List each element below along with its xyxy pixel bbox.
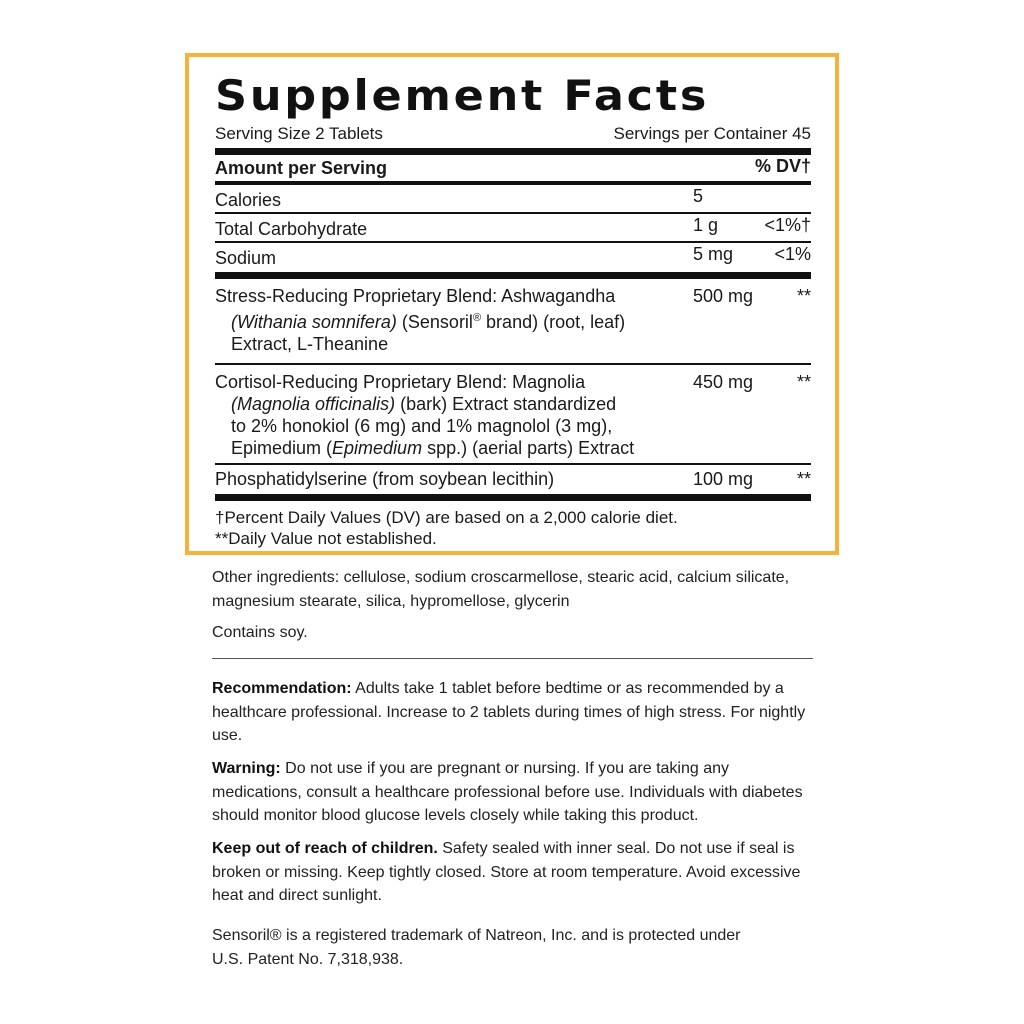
blend-text: spp.) (aerial parts) Extract — [422, 438, 635, 458]
recommendation-text: Adults take 1 tablet before bedtime or as recommended by a healthcare professional. Increase to 2 tablets during times of high stress. For nightly use. — [212, 680, 806, 744]
facts-title: Supplement Facts — [215, 71, 710, 120]
blend-dv: ** — [796, 286, 811, 306]
blend-line: Stress-Reducing Proprietary Blend: Ashwagandha — [215, 286, 616, 306]
blend-dv: ** — [796, 372, 811, 392]
other-ingredients: Other ingredients: cellulose, sodium croscarmellose, stearic acid, calcium silicate, magnesium stearate, silica, hypromellose, glycerin — [212, 569, 790, 610]
dv-footnote: †Percent Daily Values (DV) are based on a 2,000 calorie diet. — [215, 508, 678, 527]
blend-line — [215, 307, 655, 333]
blend-line: to 2% honokiol (6 mg) and 1% magnolol (3 mg), — [231, 416, 613, 436]
warning-text: Do not use if you are pregnant or nursing. If you are taking any medications, consult a healthcare professional before use. Individuals with diabetes should monitor blood glucose levels closely while taking this product. — [212, 760, 803, 824]
dv-not-established-footnote: **Daily Value not established. — [215, 529, 437, 548]
nutrient-amount: 1 g — [693, 215, 719, 235]
keep-out-label: Keep out of reach of children. — [212, 840, 438, 857]
trademark-notice: Sensoril® is a registered trademark of Natreon, Inc. and is protected under U.S. Patent No. 7,318,938. — [212, 927, 741, 968]
supplement-facts-panel — [185, 53, 839, 555]
recommendation-paragraph — [212, 677, 814, 748]
blend-text: Epimedium ( — [231, 438, 333, 458]
nutrient-row-carbohydrate — [215, 214, 811, 241]
section-divider — [212, 658, 813, 659]
divider-thick — [215, 494, 811, 501]
blend-line: Extract, L-Theanine — [231, 334, 389, 354]
blend-row-phosphatidylserine — [215, 465, 811, 492]
blend-name — [215, 371, 665, 459]
blend-text: brand) (root, leaf) — [481, 312, 626, 332]
registered-mark: ® — [472, 312, 482, 324]
facts-inner — [215, 71, 811, 549]
nutrient-dv: <1%† — [764, 215, 811, 235]
blend-line — [215, 393, 665, 415]
amount-header-row — [215, 155, 811, 181]
amount-header: Amount per Serving — [215, 158, 388, 178]
serving-size: Serving Size 2 Tablets — [215, 124, 383, 143]
keep-out-paragraph — [212, 837, 814, 908]
nutrient-amount: 5 mg — [693, 244, 734, 264]
nutrient-row-sodium — [215, 243, 811, 270]
blend-name — [215, 285, 655, 355]
blend-amount: 500 mg — [693, 286, 754, 306]
botanical-name: (Magnolia officinalis) — [231, 394, 396, 414]
serving-info — [215, 123, 811, 145]
blend-text: (Sensoril — [396, 312, 473, 332]
blend-row-cortisol — [215, 365, 811, 463]
keep-out-text: Safety sealed with inner seal. Do not use if seal is broken or missing. Keep tightly closed. Store at room temperature. Avoid excessive heat and direct sunlight. — [212, 840, 801, 904]
botanical-name: (Withania somnifera) — [231, 312, 397, 332]
nutrient-name: Total Carbohydrate — [215, 219, 368, 239]
allergen-statement: Contains soy. — [212, 624, 308, 641]
blend-dv: ** — [796, 469, 811, 489]
nutrient-dv: <1% — [774, 244, 811, 264]
divider-thick — [215, 272, 811, 279]
dv-header: % DV† — [754, 156, 811, 176]
blend-line: Cortisol-Reducing Proprietary Blend: Magnolia — [215, 372, 586, 392]
warning-paragraph — [212, 757, 814, 828]
nutrient-row-calories — [215, 185, 811, 212]
nutrient-name: Calories — [215, 190, 282, 210]
blend-amount: 100 mg — [693, 469, 754, 489]
facts-footnotes — [215, 501, 811, 549]
nutrient-amount: 5 — [693, 186, 704, 206]
botanical-name: Epimedium — [332, 438, 423, 458]
blend-row-stress — [215, 279, 811, 363]
blend-text: (bark) Extract standardized — [395, 394, 617, 414]
recommendation-label: Recommendation: — [212, 680, 352, 697]
servings-per-container: Servings per Container 45 — [613, 124, 811, 143]
blend-line — [215, 437, 665, 459]
divider-thick — [215, 148, 811, 155]
nutrient-name: Sodium — [215, 248, 277, 268]
blend-amount: 450 mg — [693, 372, 754, 392]
warning-label: Warning: — [212, 760, 281, 777]
blend-name: Phosphatidylserine (from soybean lecithin) — [215, 469, 555, 489]
